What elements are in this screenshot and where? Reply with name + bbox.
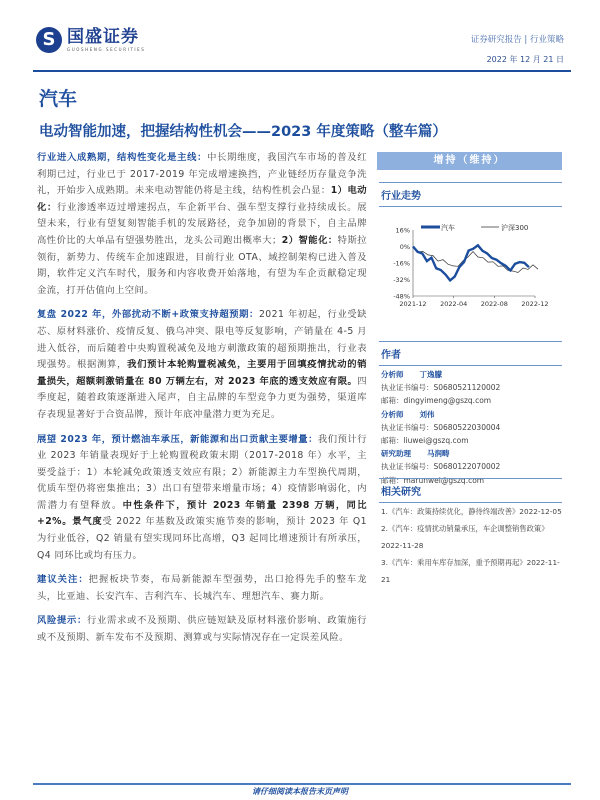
report-title: 电动智能加速，把握结构性机会——2023 年度策略（整车篇） bbox=[39, 124, 447, 140]
footer-divider bbox=[33, 783, 571, 785]
bold-text: 2）智能化： bbox=[281, 234, 338, 246]
report-date: 2022 年 12 月 21 日 bbox=[486, 55, 564, 64]
author-role: 研究助理 bbox=[381, 449, 411, 459]
trend-section-title: 行业走势 bbox=[379, 182, 562, 207]
x-tick-label: 2022-04 bbox=[440, 300, 468, 308]
legend-label-auto: 汽车 bbox=[441, 224, 455, 232]
author-name: 马润畴 bbox=[427, 449, 450, 459]
paragraph-text: 四季度起，随着政策逐渐进入尾声，自主品牌的车型竞争力更为强势，渠道库存表现显著好于合资品牌，预计年底冲量潜力更为充足。 bbox=[37, 375, 367, 420]
related-item[interactable]: 2.《汽车：疫情扰动销量承压，车企调整销售政策》2022-11-28 bbox=[381, 524, 549, 550]
y-tick-label: 16% bbox=[395, 226, 410, 235]
related-item[interactable]: 3.《汽车：乘用车库存加深，重予预期再起》2022-11-21 bbox=[381, 558, 560, 584]
paragraph-text: 受 2022 年基数及政策实施节奏的影响，预计 2023 年 Q1 为行业低谷，Q2 销量有望实现同环比高增，Q3 起同比增速预计有所承压，Q4 同环比或均有压力。 bbox=[37, 516, 367, 561]
y-tick-label: 0% bbox=[399, 243, 410, 251]
x-tick-label: 2021-12 bbox=[399, 300, 427, 308]
author-entry bbox=[381, 368, 561, 408]
bold-text: 1）电动化： bbox=[37, 185, 367, 213]
rating-badge: 增持（维持） bbox=[377, 152, 562, 170]
related-section-title: 相关研究 bbox=[379, 478, 562, 503]
bold-text: 中性条件下，预计 2023 年销量 2398 万辆，同比+2%。景气度 bbox=[37, 499, 367, 528]
paragraph-text: 特斯拉领衔，新势力、传统车企加速跟进，目前行业 OTA、域控制架构已进入普及期，软件定义汽车时代，服务和内容收费开始落地，有望为车企贡献稳定现金流，打开估值向上空间。 bbox=[37, 234, 367, 296]
paragraph-recommendation bbox=[37, 572, 367, 605]
author-email[interactable]: 邮箱：dingyimeng@gszq.com bbox=[381, 396, 492, 406]
paragraph-heading: 建议关注： bbox=[37, 574, 89, 586]
author-cert: 执业证书编号：S0680522030004 bbox=[381, 422, 501, 432]
paragraph-heading: 复盘 2022 年，外部扰动不断+政策支持超预期： bbox=[37, 309, 259, 321]
author-role: 分析师 bbox=[381, 370, 404, 379]
related-item[interactable]: 1.《汽车：政策持续优化，静待终端改善》2022-12-05 bbox=[381, 507, 562, 516]
author-role: 分析师 bbox=[381, 409, 404, 419]
logo-subtext: GUOSHENG SECURITIES bbox=[67, 47, 146, 52]
y-tick-label: -32% bbox=[393, 276, 410, 284]
paragraph-text: 行业渗透率迈过增速拐点，车企新平台、强车型支撑行业持续成长。展望未来，行业有望复刻智能手机的发展路径，竞争加剧的背景下，自主品牌高性价比的大单品有望强势胜出，龙头公司跑出概率大； bbox=[37, 201, 367, 246]
footer-disclaimer: 请仔细阅读本报告末页声明 bbox=[252, 787, 348, 796]
author-cert: 执业证书编号：S0680122070002 bbox=[381, 462, 501, 472]
paragraph-text: 把握板块节奏，布局新能源车型强势，出口抢得先手的整车龙头，比亚迪、长安汽车、吉利汽车、长城汽车、理想汽车、赛力斯。 bbox=[37, 574, 367, 602]
main-body bbox=[37, 150, 367, 655]
author-email[interactable]: 邮箱：liuwei@gszq.com bbox=[381, 436, 469, 446]
paragraph-industry-maturity bbox=[37, 150, 367, 299]
authors-list bbox=[381, 368, 561, 487]
paragraph-heading: 风险提示： bbox=[37, 615, 88, 627]
logo-mark-icon: S bbox=[36, 27, 62, 53]
related-research-list bbox=[381, 503, 563, 588]
authors-section-title: 作者 bbox=[379, 341, 562, 366]
paragraph-text: 行业需求或不及预期、供应链短缺及原材料涨价影响、政策施行或不及预期、新车发布不及预期、测算或与实际情况存在一定误差风险。 bbox=[37, 615, 367, 644]
report-type: 证券研究报告 | 行业策略 bbox=[470, 35, 564, 45]
series-line-auto bbox=[413, 245, 529, 280]
paragraph-text: 我们预计行业 2023 年销量表现好于上轮购置税政策末期（2017-2018 年）水平，主要受益于：1）本轮减免政策透支效应有限；2）新能源主力车型换代周期，优质车型仍将密集推出；3）出口有望带来增量市场；4）疫情影响弱化，内需潜力有望释放。 bbox=[37, 433, 367, 511]
legend-label-hs300: 沪深300 bbox=[501, 224, 529, 232]
bold-text: 我们预计本轮购置税减免，主要用于回填疫情扰动的销量损失，超额刺激销量在 80 万辆左右，对 2023 年底的透支效应有限。 bbox=[37, 359, 367, 387]
author-name: 丁逸朦 bbox=[419, 370, 442, 379]
author-cert: 执业证书编号：S0680521120002 bbox=[381, 383, 501, 393]
author-email[interactable]: 邮箱：marunwei@gszq.com bbox=[381, 475, 485, 485]
author-entry bbox=[381, 408, 561, 448]
header-divider bbox=[33, 70, 571, 72]
paragraph-text: 2021 年初起，行业受缺芯、原材料涨价、疫情反复、俄乌冲突、限电等反复影响，产销量在 4-5 月进入低谷，而后随着中央购置税减免及地方刺激政策的超预期推出，行业表现强势。根据测算， bbox=[37, 309, 367, 371]
industry-label: 汽车 bbox=[39, 88, 78, 110]
company-logo bbox=[36, 27, 145, 53]
industry-trend-chart bbox=[375, 210, 565, 330]
logo-text: 国盛证券 bbox=[67, 27, 139, 47]
x-tick-label: 2022-08 bbox=[480, 300, 508, 308]
x-tick-label: 2022-12 bbox=[521, 300, 549, 308]
paragraph-review-2022 bbox=[37, 307, 367, 423]
y-tick-label: -16% bbox=[393, 259, 410, 268]
author-name: 刘伟 bbox=[419, 409, 435, 419]
y-tick-label: -48% bbox=[393, 292, 410, 301]
paragraph-outlook-2023 bbox=[37, 432, 367, 565]
paragraph-heading: 行业进入成熟期，结构性变化是主线： bbox=[37, 152, 208, 163]
paragraph-risk bbox=[37, 613, 367, 646]
paragraph-heading: 展望 2023 年，预计燃油车承压，新能源和出口贡献主要增量： bbox=[37, 433, 318, 445]
paragraph-text: 中长期维度，我国汽车市场的普及红利期已过，行业已于 2017-2019 年完成增速换挡，产业链经历存量竞争洗礼，开始步入成熟期。未来电动智能仍将是主线，结构性机会凸显： bbox=[37, 152, 368, 197]
